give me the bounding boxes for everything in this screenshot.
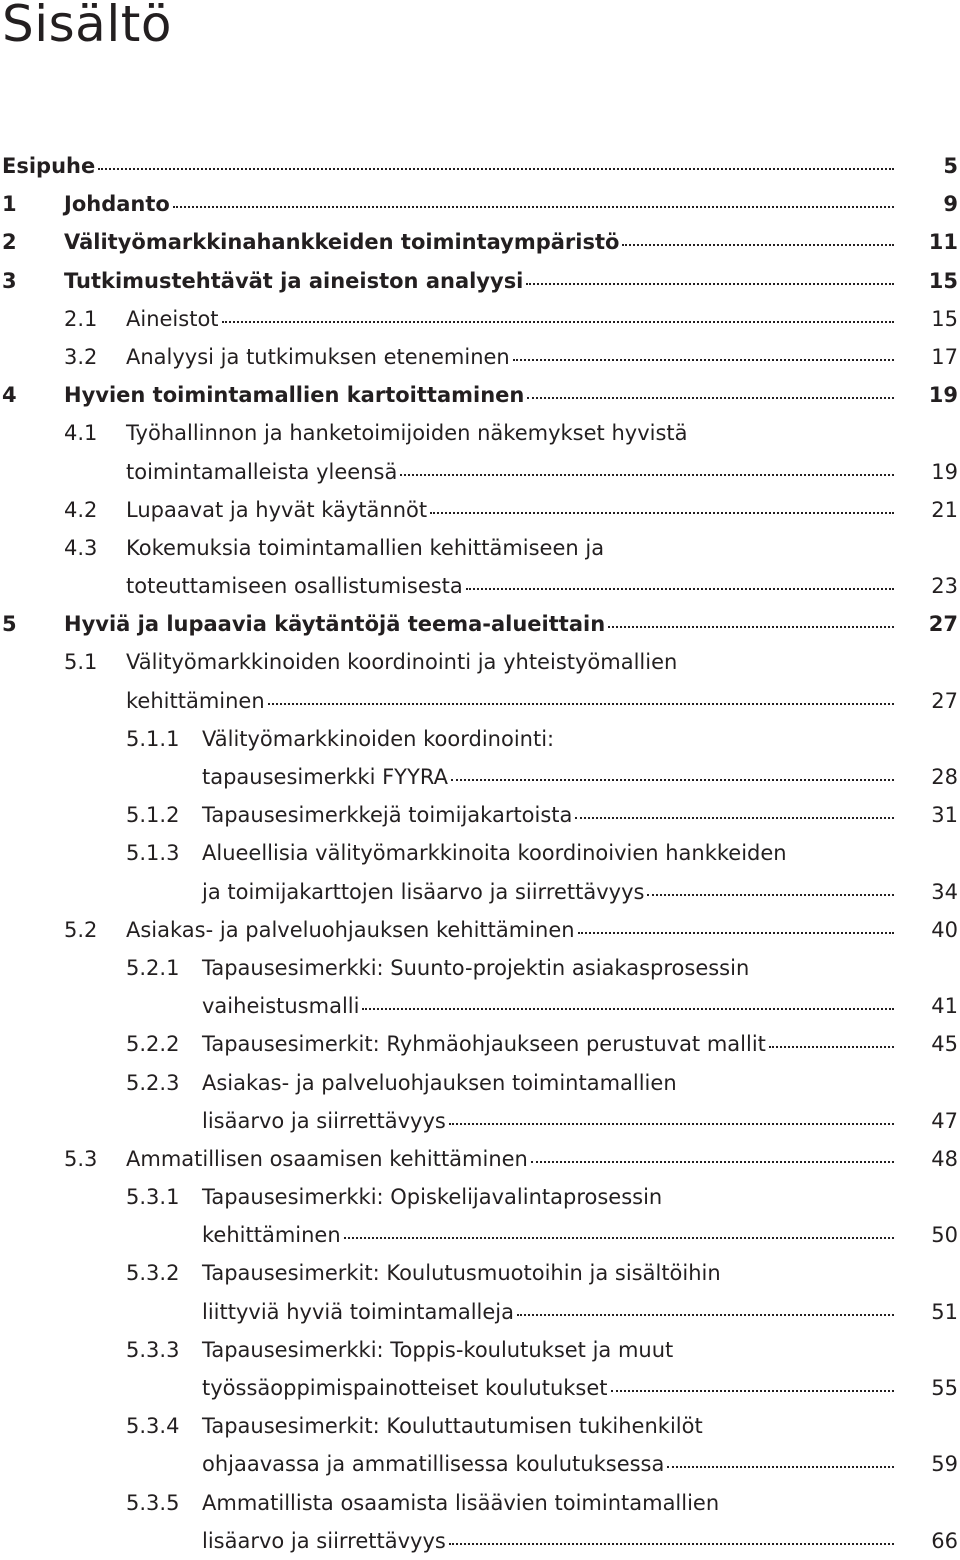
toc-entry-text: Välityömarkkinoiden koordinointi:: [202, 726, 555, 751]
toc-entry-number: 4.2: [64, 497, 98, 522]
toc-entry-number: 5.1.3: [126, 841, 180, 866]
toc-entry-title: [126, 414, 688, 452]
dot-leader: [526, 283, 894, 285]
toc-entry-title: [202, 1407, 703, 1445]
toc-entry-number: 4: [2, 383, 17, 408]
dot-leader: [531, 1161, 894, 1163]
toc-entry-line[interactable]: [0, 1178, 960, 1216]
toc-entry-title: [64, 605, 894, 643]
page-title: Sisältö: [2, 0, 172, 53]
toc-entry-number: 5.3.1: [126, 1185, 180, 1210]
toc-entry-line[interactable]: [0, 1484, 960, 1522]
toc-page-number: 19: [928, 383, 958, 408]
dot-leader: [449, 1123, 894, 1125]
toc-entry-line[interactable]: [0, 796, 960, 834]
toc-entry-title: [202, 834, 787, 872]
dot-leader: [344, 1237, 894, 1239]
toc-entry-line[interactable]: [0, 911, 960, 949]
toc-entry-title: [64, 262, 894, 300]
toc-entry-text: Tutkimustehtävät ja aineiston analyysi: [64, 268, 524, 293]
toc-entry-text: Analyysi ja tutkimuksen eteneminen: [126, 344, 510, 369]
toc-entry-title: [64, 376, 894, 414]
dot-leader: [430, 512, 894, 514]
toc-entry-title: [126, 682, 894, 720]
toc-page-number: 21: [931, 497, 958, 522]
toc-page-number: 27: [931, 688, 958, 713]
toc-entry-text: vaiheistusmalli: [202, 994, 360, 1019]
toc-entry-number: 5.2.3: [126, 1070, 180, 1095]
toc-entry-line[interactable]: [0, 834, 960, 872]
toc-entry-text: Kokemuksia toimintamallien kehittämiseen ja: [126, 535, 605, 560]
dot-leader: [400, 474, 894, 476]
toc-entry-title: [202, 1445, 894, 1483]
toc-entry-title: [126, 567, 894, 605]
toc-entry-text: Työhallinnon ja hanketoimijoiden näkemykset hyvistä: [126, 421, 688, 446]
dot-leader: [608, 626, 894, 628]
toc-entry-text: Aineistot: [126, 306, 219, 331]
toc-entry-number: 5: [2, 612, 17, 637]
toc-entry-title: [126, 529, 604, 567]
toc-entry-title: [202, 796, 894, 834]
toc-page-number: 15: [928, 268, 958, 293]
toc-entry-number: 5.1.1: [126, 726, 180, 751]
toc-entry-line[interactable]: [0, 262, 960, 300]
toc-entry-title: [126, 453, 894, 491]
toc-page-number: 11: [928, 230, 958, 255]
dot-leader: [513, 359, 894, 361]
toc-entry-line[interactable]: [0, 758, 960, 796]
toc-page-number: 59: [931, 1452, 958, 1477]
toc-entry-line[interactable]: [0, 185, 960, 223]
toc-entry-title: [202, 720, 554, 758]
table-of-contents: [0, 147, 960, 1560]
toc-entry-title: [202, 1369, 894, 1407]
toc-entry-title: [64, 223, 894, 261]
toc-entry-text: lisäarvo ja siirrettävyys: [202, 1108, 446, 1133]
toc-entry-title: [202, 1254, 721, 1292]
toc-entry-line[interactable]: [0, 376, 960, 414]
toc-entry-title: [202, 1064, 677, 1102]
dot-leader: [667, 1466, 894, 1468]
toc-entry-text: toteuttamiseen osallistumisesta: [126, 574, 463, 599]
toc-page-number: 40: [931, 917, 958, 942]
toc-entry-title: [2, 147, 894, 185]
toc-entry-line[interactable]: [0, 223, 960, 261]
dot-leader: [647, 894, 894, 896]
dot-leader: [611, 1390, 894, 1392]
dot-leader: [622, 244, 894, 246]
dot-leader: [362, 1008, 894, 1010]
toc-entry-line[interactable]: [0, 1140, 960, 1178]
dot-leader: [575, 817, 894, 819]
toc-page-number: 5: [943, 154, 958, 178]
dot-leader: [578, 932, 894, 934]
toc-entry-line[interactable]: [0, 1407, 960, 1445]
toc-entry-text: Tapausesimerkki: Opiskelijavalintaprosessin: [202, 1185, 663, 1210]
dot-leader: [449, 1543, 894, 1545]
toc-entry-line[interactable]: [0, 1102, 960, 1140]
dot-leader: [173, 206, 894, 208]
toc-page-number: 55: [931, 1376, 958, 1400]
toc-entry-line[interactable]: [0, 873, 960, 911]
toc-entry-text: liittyviä hyviä toimintamalleja: [202, 1299, 514, 1324]
toc-entry-line[interactable]: [0, 1331, 960, 1369]
dot-leader: [451, 779, 894, 781]
toc-entry-title: [126, 1140, 894, 1178]
toc-entry-text: Tapausesimerkit: Kouluttautumisen tukihenkilöt: [202, 1414, 703, 1439]
toc-page-number: 17: [931, 344, 958, 369]
toc-entry-text: työssäoppimispainotteiset koulutukset: [202, 1376, 608, 1400]
toc-entry-line[interactable]: [0, 1216, 960, 1254]
toc-entry-text: Tapausesimerkkejä toimijakartoista: [202, 803, 573, 828]
toc-page-number: 50: [931, 1223, 958, 1248]
toc-entry-text: ja toimijakarttojen lisäarvo ja siirrettävyys: [202, 879, 645, 904]
dot-leader: [98, 168, 894, 170]
toc-page-number: 19: [931, 459, 958, 484]
dot-leader: [527, 397, 894, 399]
toc-entry-title: [202, 1216, 894, 1254]
toc-entry-line[interactable]: [0, 453, 960, 491]
toc-entry-title: [202, 1025, 894, 1063]
toc-page-number: 66: [931, 1528, 958, 1553]
toc-entry-line[interactable]: [0, 529, 960, 567]
toc-entry-line[interactable]: [0, 1369, 960, 1407]
toc-entry-line[interactable]: [0, 1522, 960, 1560]
toc-page-number: 31: [931, 803, 958, 828]
toc-page-number: 48: [931, 1146, 958, 1171]
toc-entry-number: 5.2.1: [126, 955, 180, 980]
toc-entry-title: [202, 758, 894, 796]
toc-entry-number: 2: [2, 230, 17, 255]
toc-entry-number: 5.3: [64, 1146, 98, 1171]
toc-entry-number: 3.2: [64, 344, 98, 369]
toc-page-number: 27: [928, 612, 958, 637]
toc-entry-text: kehittäminen: [126, 688, 265, 713]
dot-leader: [466, 588, 894, 590]
toc-page-number: 51: [931, 1299, 958, 1324]
toc-entry-number: 5.2.2: [126, 1032, 180, 1057]
toc-entry-title: [202, 949, 749, 987]
toc-entry-text: lisäarvo ja siirrettävyys: [202, 1528, 446, 1553]
toc-entry-line[interactable]: [0, 338, 960, 376]
toc-page-number: 9: [943, 192, 958, 217]
toc-entry-number: 2.1: [64, 306, 98, 331]
toc-entry-title: [64, 185, 894, 223]
toc-entry-text: Ammatillista osaamista lisäävien toimintamallien: [202, 1490, 720, 1515]
toc-entry-text: Hyvien toimintamallien kartoittaminen: [64, 383, 525, 408]
toc-entry-line[interactable]: [0, 1025, 960, 1063]
dot-leader: [517, 1314, 894, 1316]
toc-entry-text: Välityömarkkinoiden koordinointi ja yhteistyömallien: [126, 650, 678, 675]
toc-entry-line[interactable]: [0, 567, 960, 605]
toc-entry-line[interactable]: [0, 643, 960, 681]
toc-entry-number: 1: [2, 192, 17, 217]
toc-entry-title: [202, 1331, 673, 1369]
toc-entry-number: 5.3.2: [126, 1261, 180, 1286]
toc-entry-title: [126, 300, 894, 338]
toc-entry-text: kehittäminen: [202, 1223, 341, 1248]
toc-entry-text: Alueellisia välityömarkkinoita koordinoivien hankkeiden: [202, 841, 787, 866]
toc-entry-title: [126, 338, 894, 376]
toc-page-number: 45: [931, 1032, 958, 1057]
toc-entry-line[interactable]: [0, 949, 960, 987]
toc-entry-title: [202, 1102, 894, 1140]
toc-page-number: 23: [931, 574, 958, 599]
toc-entry-text: toimintamalleista yleensä: [126, 459, 398, 484]
toc-page-number: 41: [931, 994, 958, 1019]
toc-entry-number: 5.3.3: [126, 1337, 180, 1362]
toc-entry-line[interactable]: [0, 1445, 960, 1483]
toc-entry-text: Tapausesimerkit: Koulutusmuotoihin ja sisältöihin: [202, 1261, 721, 1286]
toc-entry-number: 4.1: [64, 421, 98, 446]
toc-page-number: 34: [931, 879, 958, 904]
toc-entry-title: [202, 1178, 662, 1216]
toc-entry-text: Johdanto: [64, 192, 170, 217]
toc-entry-text: Tapausesimerkki: Suunto-projektin asiakasprosessin: [202, 955, 750, 980]
toc-entry-text: ohjaavassa ja ammatillisessa koulutuksessa: [202, 1452, 665, 1477]
toc-entry-line[interactable]: [0, 682, 960, 720]
toc-entry-text: Ammatillisen osaamisen kehittäminen: [126, 1146, 528, 1171]
dot-leader: [222, 321, 894, 323]
toc-entry-title: [202, 1484, 719, 1522]
toc-entry-line[interactable]: [0, 147, 960, 185]
toc-entry-text: Asiakas- ja palveluohjauksen kehittäminen: [126, 917, 575, 942]
toc-entry-number: 5.1.2: [126, 803, 180, 828]
toc-entry-title: [126, 643, 677, 681]
toc-entry-text: Tapausesimerkki: Toppis-koulutukset ja muut: [202, 1337, 674, 1362]
toc-entry-line[interactable]: [0, 1254, 960, 1292]
toc-entry-text: tapausesimerkki FYYRA: [202, 765, 448, 789]
toc-page-number: 47: [931, 1108, 958, 1133]
toc-entry-text: Asiakas- ja palveluohjauksen toimintamallien: [202, 1070, 677, 1095]
toc-entry-number: 5.2: [64, 917, 98, 942]
toc-page-number: 28: [931, 765, 958, 789]
toc-entry-line[interactable]: [0, 605, 960, 643]
toc-entry-text: Hyviä ja lupaavia käytäntöjä teema-alueittain: [64, 612, 606, 637]
toc-entry-text: Lupaavat ja hyvät käytännöt: [126, 497, 428, 522]
dot-leader: [769, 1046, 894, 1048]
toc-page-number: 15: [931, 306, 958, 331]
toc-entry-text: Tapausesimerkit: Ryhmäohjaukseen perustuvat mallit: [202, 1032, 766, 1057]
toc-entry-text: Esipuhe: [2, 154, 96, 178]
toc-entry-line[interactable]: [0, 720, 960, 758]
toc-entry-number: 4.3: [64, 535, 98, 560]
toc-entry-title: [126, 491, 894, 529]
toc-entry-number: 5.3.4: [126, 1414, 180, 1439]
toc-entry-title: [126, 911, 894, 949]
toc-entry-title: [202, 1293, 894, 1331]
toc-entry-title: [202, 987, 894, 1025]
toc-entry-line[interactable]: [0, 414, 960, 452]
toc-entry-line[interactable]: [0, 1064, 960, 1102]
toc-entry-title: [202, 873, 894, 911]
toc-entry-title: [202, 1522, 894, 1560]
toc-entry-line[interactable]: [0, 1293, 960, 1331]
dot-leader: [268, 703, 894, 705]
toc-entry-line[interactable]: [0, 491, 960, 529]
toc-entry-number: 5.1: [64, 650, 98, 675]
toc-entry-number: 5.3.5: [126, 1490, 180, 1515]
toc-entry-line[interactable]: [0, 987, 960, 1025]
toc-entry-line[interactable]: [0, 300, 960, 338]
toc-entry-number: 3: [2, 268, 17, 293]
toc-entry-text: Välityömarkkinahankkeiden toimintaympäristö: [64, 230, 620, 255]
